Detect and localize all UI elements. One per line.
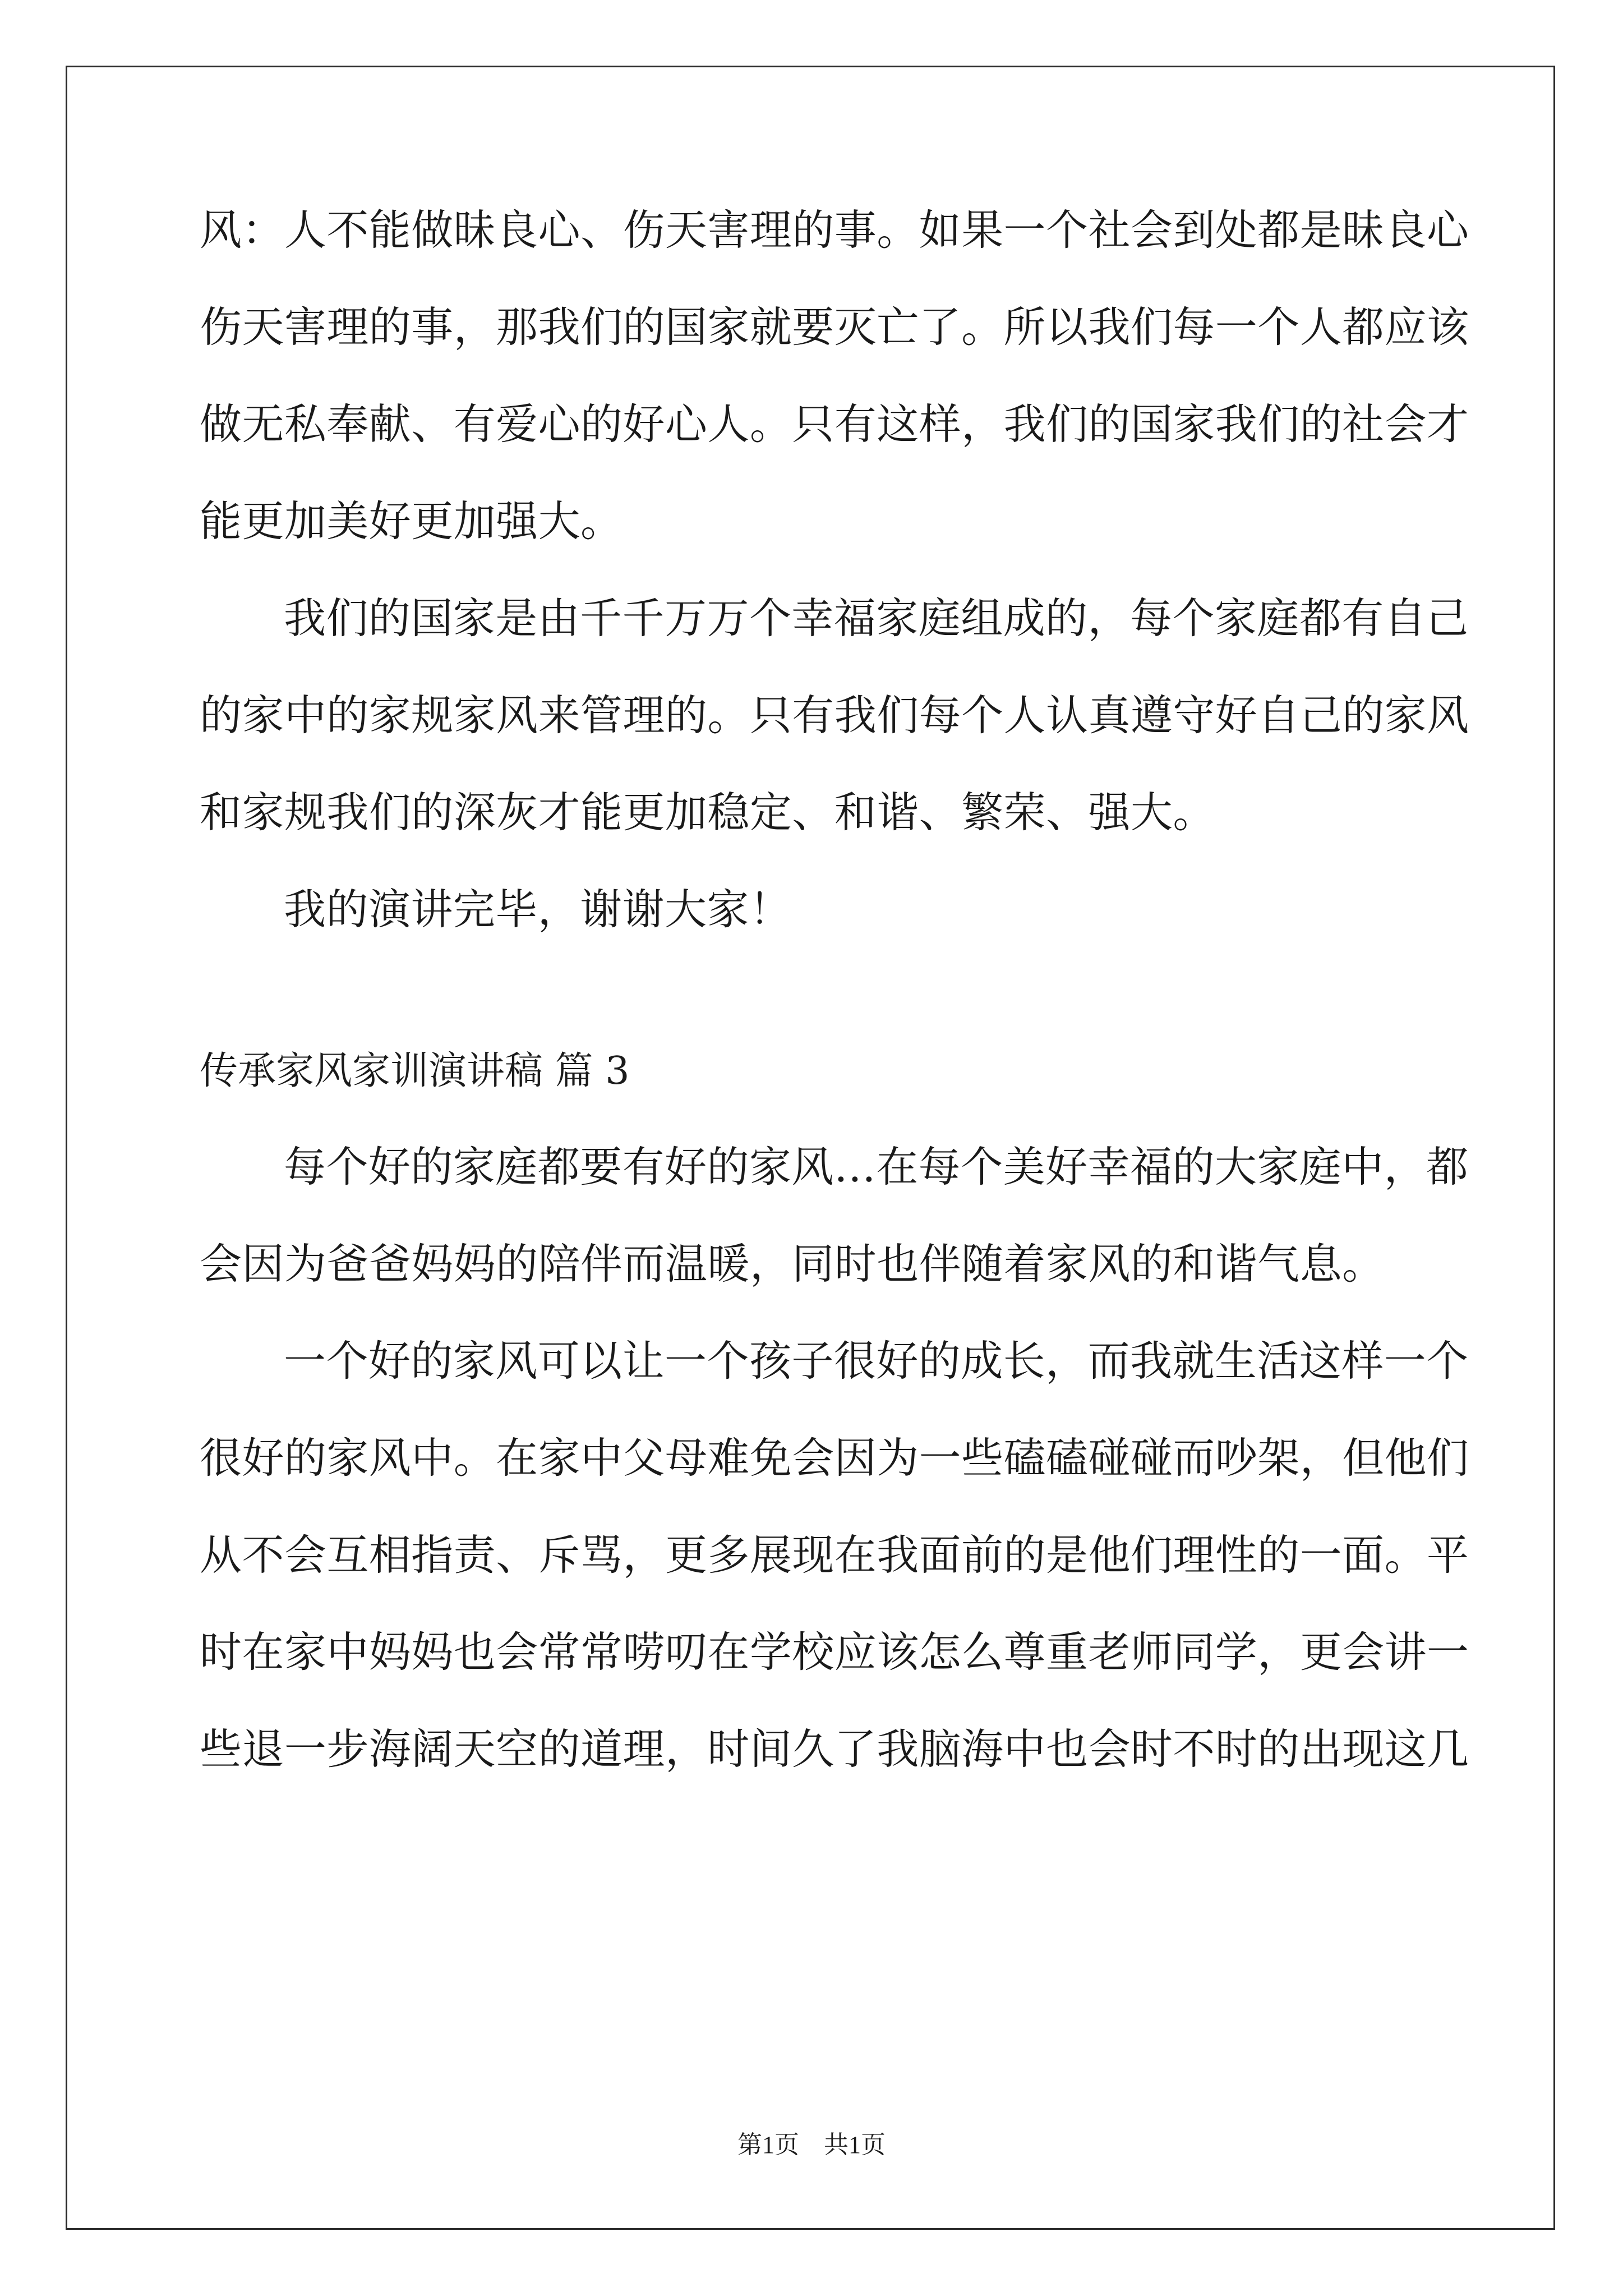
paragraph-start-line: 我们的国家是由千千万万个幸福家庭组成的，每个家庭都有自己 <box>284 593 1469 643</box>
text-line: 风：人不能做昧良心、伤天害理的事。如果一个社会到处都是昧良心 <box>200 205 1469 255</box>
text-line: 伤天害理的事，那我们的国家就要灭亡了。所以我们每一个人都应该 <box>200 302 1469 352</box>
text-line: 从不会互相指责、斥骂，更多展现在我面前的是他们理性的一面。平 <box>200 1530 1469 1580</box>
text-line: 些退一步海阔天空的道理，时间久了我脑海中也会时不时的出现这几 <box>200 1724 1469 1774</box>
page-footer <box>0 2128 1623 2162</box>
text-line: 时在家中妈妈也会常常唠叨在学校应该怎么尊重老师同学，更会讲一 <box>200 1627 1469 1677</box>
text-line: 能更加美好更加强大。 <box>200 496 623 546</box>
paragraph-start-line: 一个好的家风可以让一个孩子很好的成长，而我就生活这样一个 <box>284 1336 1469 1386</box>
text-line: 的家中的家规家风来管理的。只有我们每个人认真遵守好自己的家风 <box>200 691 1469 740</box>
text-line: 很好的家风中。在家中父母难免会因为一些磕磕碰碰而吵架，但他们 <box>200 1433 1469 1483</box>
page-current: 第1页 <box>737 2131 799 2159</box>
text-line: 会因为爸爸妈妈的陪伴而温暖，同时也伴随着家风的和谐气息。 <box>200 1239 1385 1289</box>
section-heading: 传承家风家训演讲稿 篇 3 <box>200 1049 630 1093</box>
text-line: 做无私奉献、有爱心的好心人。只有这样，我们的国家我们的社会才 <box>200 399 1469 449</box>
text-line: 和家规我们的深灰才能更加稳定、和谐、繁荣、强大。 <box>200 788 1215 837</box>
page-total: 共1页 <box>824 2131 886 2159</box>
paragraph-start-line: 每个好的家庭都要有好的家风…在每个美好幸福的大家庭中，都 <box>284 1142 1469 1191</box>
paragraph-start-line: 我的演讲完毕，谢谢大家！ <box>284 885 792 934</box>
